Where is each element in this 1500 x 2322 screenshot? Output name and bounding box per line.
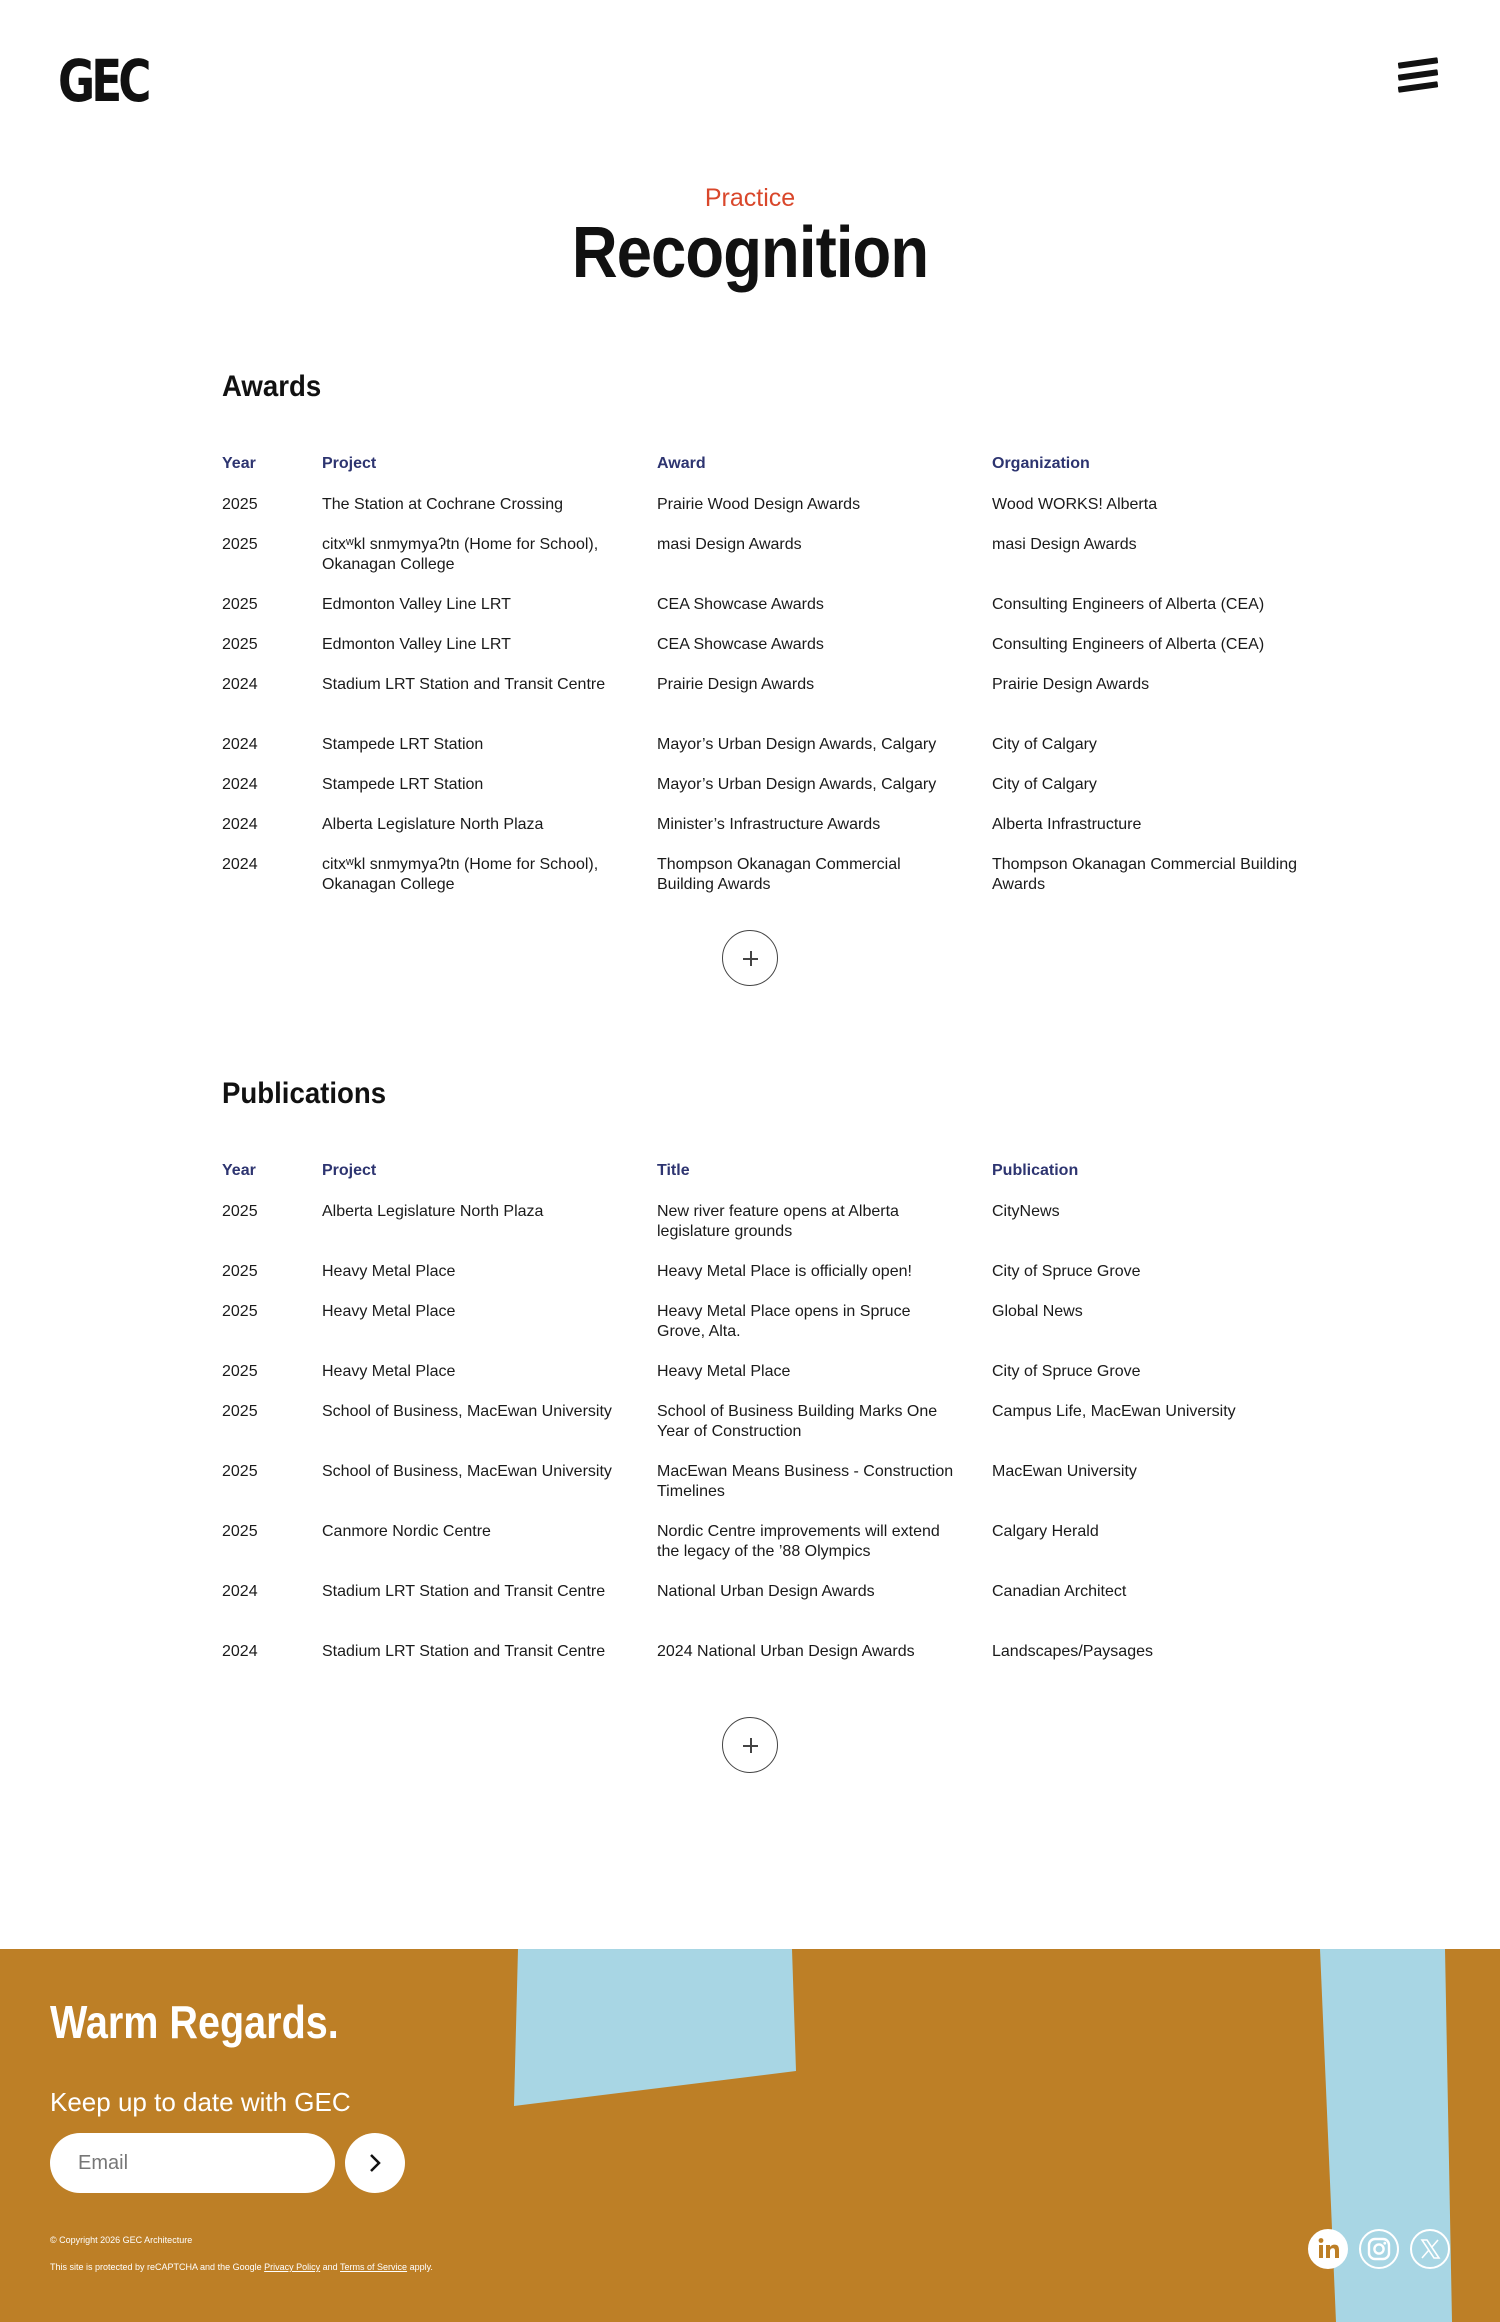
- column-header-title: Title: [657, 1162, 690, 1179]
- cell-year: 2024: [222, 856, 258, 873]
- cell-year: 2025: [222, 1403, 258, 1420]
- cell-organization: City of Calgary: [992, 776, 1097, 793]
- cell-project: School of Business, MacEwan University: [322, 1463, 612, 1480]
- x-icon[interactable]: [1410, 2229, 1450, 2269]
- copyright: © Copyright 2026 GEC Architecture: [50, 2235, 193, 2245]
- cell-title: Nordic Centre improvements will extend the legacy of the ’88 Olympics: [657, 1523, 940, 1560]
- cell-award: Minister’s Infrastructure Awards: [657, 816, 881, 833]
- email-input[interactable]: [50, 2133, 335, 2193]
- cell-award: Mayor’s Urban Design Awards, Calgary: [657, 736, 937, 753]
- cell-title: MacEwan Means Business - Construction Timelines: [657, 1463, 954, 1500]
- cell-year: 2024: [222, 676, 258, 693]
- cell-award: Prairie Design Awards: [657, 676, 815, 693]
- cell-publication: Campus Life, MacEwan University: [992, 1403, 1236, 1420]
- cell-publication: City of Spruce Grove: [992, 1263, 1141, 1280]
- cell-year: 2024: [222, 736, 258, 753]
- cell-project: Edmonton Valley Line LRT: [322, 596, 511, 613]
- cell-publication: Landscapes/Paysages: [992, 1643, 1153, 1660]
- cell-project: The Station at Cochrane Crossing: [322, 496, 564, 513]
- cell-publication: City of Spruce Grove: [992, 1363, 1141, 1380]
- publications-load-more-button[interactable]: [722, 1717, 778, 1773]
- linkedin-icon[interactable]: [1308, 2229, 1348, 2269]
- cell-year: 2024: [222, 1583, 258, 1600]
- column-header-award: Award: [657, 455, 706, 472]
- cell-year: 2025: [222, 1203, 258, 1220]
- cell-award: Mayor’s Urban Design Awards, Calgary: [657, 776, 937, 793]
- cell-award: Prairie Wood Design Awards: [657, 496, 861, 513]
- cell-year: 2025: [222, 1363, 258, 1380]
- cell-year: 2025: [222, 536, 258, 553]
- column-header-project: Project: [322, 1162, 377, 1179]
- cell-title: New river feature opens at Alberta legislature grounds: [657, 1203, 899, 1240]
- cell-organization: Alberta Infrastructure: [992, 816, 1142, 833]
- cell-year: 2025: [222, 1463, 258, 1480]
- column-header-publication: Publication: [992, 1162, 1079, 1179]
- chevron-right-icon: [365, 2151, 385, 2175]
- cell-organization: masi Design Awards: [992, 536, 1137, 553]
- cell-organization: Consulting Engineers of Alberta (CEA): [992, 636, 1265, 653]
- cell-project: Stadium LRT Station and Transit Centre: [322, 1643, 606, 1660]
- cell-publication: Global News: [992, 1303, 1083, 1320]
- cell-project: Alberta Legislature North Plaza: [322, 816, 544, 833]
- newsletter-submit-button[interactable]: [345, 2133, 405, 2193]
- page-title: Recognition: [571, 213, 929, 293]
- footer-title: Warm Regards.: [50, 1996, 339, 2048]
- cell-project: Alberta Legislature North Plaza: [322, 1203, 544, 1220]
- cell-title: Heavy Metal Place opens in Spruce Grove, Alta.: [657, 1303, 911, 1340]
- publications-title: Publications: [222, 1077, 387, 1110]
- column-header-year: Year: [222, 1162, 256, 1179]
- terms-link[interactable]: Terms of Service: [340, 2262, 408, 2272]
- cell-award: masi Design Awards: [657, 536, 802, 553]
- newsletter-subtitle: Keep up to date with GEC: [50, 2087, 351, 2117]
- cell-project: Heavy Metal Place: [322, 1263, 456, 1280]
- recaptcha-notice: This site is protected by reCAPTCHA and the Google Privacy Policy and Terms of Service apply.: [50, 2262, 433, 2272]
- column-header-year: Year: [222, 455, 256, 472]
- cell-project: Stadium LRT Station and Transit Centre: [322, 676, 606, 693]
- cell-publication: CityNews: [992, 1203, 1060, 1220]
- cell-publication: Canadian Architect: [992, 1583, 1127, 1600]
- cell-year: 2025: [222, 596, 258, 613]
- column-header-project: Project: [322, 455, 377, 472]
- cell-title: Heavy Metal Place: [657, 1363, 791, 1380]
- cell-year: 2025: [222, 496, 258, 513]
- cell-project: Canmore Nordic Centre: [322, 1523, 491, 1540]
- cell-award: CEA Showcase Awards: [657, 596, 824, 613]
- cell-award: Thompson Okanagan Commercial Building Awards: [657, 856, 901, 893]
- cell-project: Stampede LRT Station: [322, 736, 484, 753]
- cell-title: National Urban Design Awards: [657, 1583, 875, 1600]
- column-header-organization: Organization: [992, 455, 1090, 472]
- cell-project: Stadium LRT Station and Transit Centre: [322, 1583, 606, 1600]
- cell-project: Heavy Metal Place: [322, 1303, 456, 1320]
- cell-publication: MacEwan University: [992, 1463, 1137, 1480]
- cell-organization: Prairie Design Awards: [992, 676, 1150, 693]
- cell-project: Edmonton Valley Line LRT: [322, 636, 511, 653]
- cell-title: 2024 National Urban Design Awards: [657, 1643, 915, 1660]
- cell-title: Heavy Metal Place is officially open!: [657, 1263, 912, 1280]
- footer: [0, 1949, 1500, 2322]
- eyebrow: Practice: [704, 184, 796, 212]
- cell-organization: Wood WORKS! Alberta: [992, 496, 1158, 513]
- cell-publication: Calgary Herald: [992, 1523, 1099, 1540]
- awards-load-more-button[interactable]: [722, 930, 778, 986]
- cell-year: 2025: [222, 1523, 258, 1540]
- cell-project: School of Business, MacEwan University: [322, 1403, 612, 1420]
- cell-year: 2025: [222, 636, 258, 653]
- privacy-policy-link[interactable]: Privacy Policy: [264, 2262, 321, 2272]
- cell-year: 2025: [222, 1303, 258, 1320]
- cell-title: School of Business Building Marks One Year of Construction: [657, 1403, 938, 1440]
- hamburger-icon[interactable]: [1396, 56, 1444, 96]
- cell-project: Heavy Metal Place: [322, 1363, 456, 1380]
- instagram-icon[interactable]: [1359, 2229, 1399, 2269]
- cell-organization: Thompson Okanagan Commercial Building Awards: [992, 856, 1298, 893]
- cell-year: 2025: [222, 1263, 258, 1280]
- site-header: [0, 0, 1500, 160]
- awards-title: Awards: [222, 370, 322, 403]
- cell-organization: City of Calgary: [992, 736, 1097, 753]
- cell-year: 2024: [222, 816, 258, 833]
- cell-year: 2024: [222, 1643, 258, 1660]
- cell-organization: Consulting Engineers of Alberta (CEA): [992, 596, 1265, 613]
- logo[interactable]: GEC: [58, 47, 148, 115]
- cell-year: 2024: [222, 776, 258, 793]
- cell-award: CEA Showcase Awards: [657, 636, 824, 653]
- cell-project: citxʷkl snmymyaʔtn (Home for School), Okanagan College: [322, 536, 599, 573]
- cell-project: Stampede LRT Station: [322, 776, 484, 793]
- cell-project: citxʷkl snmymyaʔtn (Home for School), Okanagan College: [322, 856, 599, 893]
